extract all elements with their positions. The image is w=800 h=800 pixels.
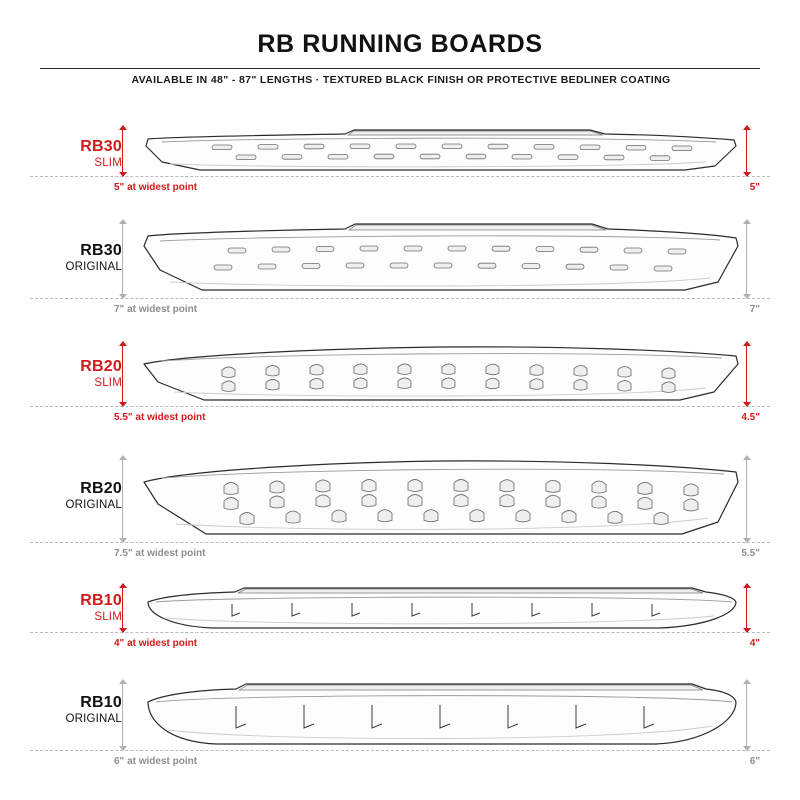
model-variant: SLIM (94, 157, 122, 169)
model-variant: ORIGINAL (65, 261, 122, 273)
model-name: RB30 (80, 242, 122, 259)
model-name: RB30 (80, 138, 122, 155)
height-dimension-left (122, 126, 123, 176)
height-caption: 7" (749, 304, 760, 315)
header-subtitle: AVAILABLE IN 48" - 87" LENGTHS · TEXTURED BLACK FINISH OR PROTECTIVE BEDLINER COATING (131, 74, 671, 86)
label-rb30-slim (30, 138, 122, 170)
board-illustration-rb30-slim (140, 126, 740, 178)
height-caption: 5" (749, 182, 760, 193)
label-rb20-original (30, 480, 122, 512)
height-dimension-right (746, 680, 747, 750)
model-name: RB20 (80, 480, 122, 497)
height-dimension-left (122, 220, 123, 298)
height-dimension-right (746, 126, 747, 176)
width-caption: 5.5" at widest point (114, 412, 206, 423)
height-caption: 4.5" (741, 412, 760, 423)
board-illustration-rb10-slim (140, 584, 740, 634)
height-dimension-left (122, 342, 123, 406)
width-caption: 6" at widest point (114, 756, 198, 767)
model-name: RB10 (80, 592, 122, 609)
label-rb10-slim (30, 592, 122, 624)
board-illustration-rb20-slim (140, 342, 740, 408)
model-variant: ORIGINAL (65, 499, 122, 511)
height-dimension-left (122, 584, 123, 632)
board-illustration-rb10-original (140, 680, 740, 752)
height-dimension-right (746, 584, 747, 632)
height-dimension-left (122, 456, 123, 542)
height-dimension-right (746, 456, 747, 542)
board-illustration-rb20-original (140, 456, 740, 544)
page-title: RB RUNNING BOARDS (257, 30, 543, 58)
model-name: RB10 (80, 694, 122, 711)
height-caption: 5.5" (741, 548, 760, 559)
model-variant: ORIGINAL (65, 713, 122, 725)
width-caption: 7.5" at widest point (114, 548, 206, 559)
height-caption: 6" (749, 756, 760, 767)
header-divider (40, 68, 760, 69)
width-caption: 7" at widest point (114, 304, 198, 315)
height-dimension-right (746, 342, 747, 406)
width-caption: 5" at widest point (114, 182, 198, 193)
label-rb20-slim (30, 358, 122, 390)
height-dimension-left (122, 680, 123, 750)
label-rb30-original (30, 242, 122, 274)
board-illustration-rb30-original (140, 220, 740, 300)
height-dimension-right (746, 220, 747, 298)
model-variant: SLIM (94, 377, 122, 389)
model-variant: SLIM (94, 611, 122, 623)
height-caption: 4" (749, 638, 760, 649)
header (0, 0, 800, 96)
model-name: RB20 (80, 358, 122, 375)
width-caption: 4" at widest point (114, 638, 198, 649)
label-rb10-original (30, 694, 122, 726)
